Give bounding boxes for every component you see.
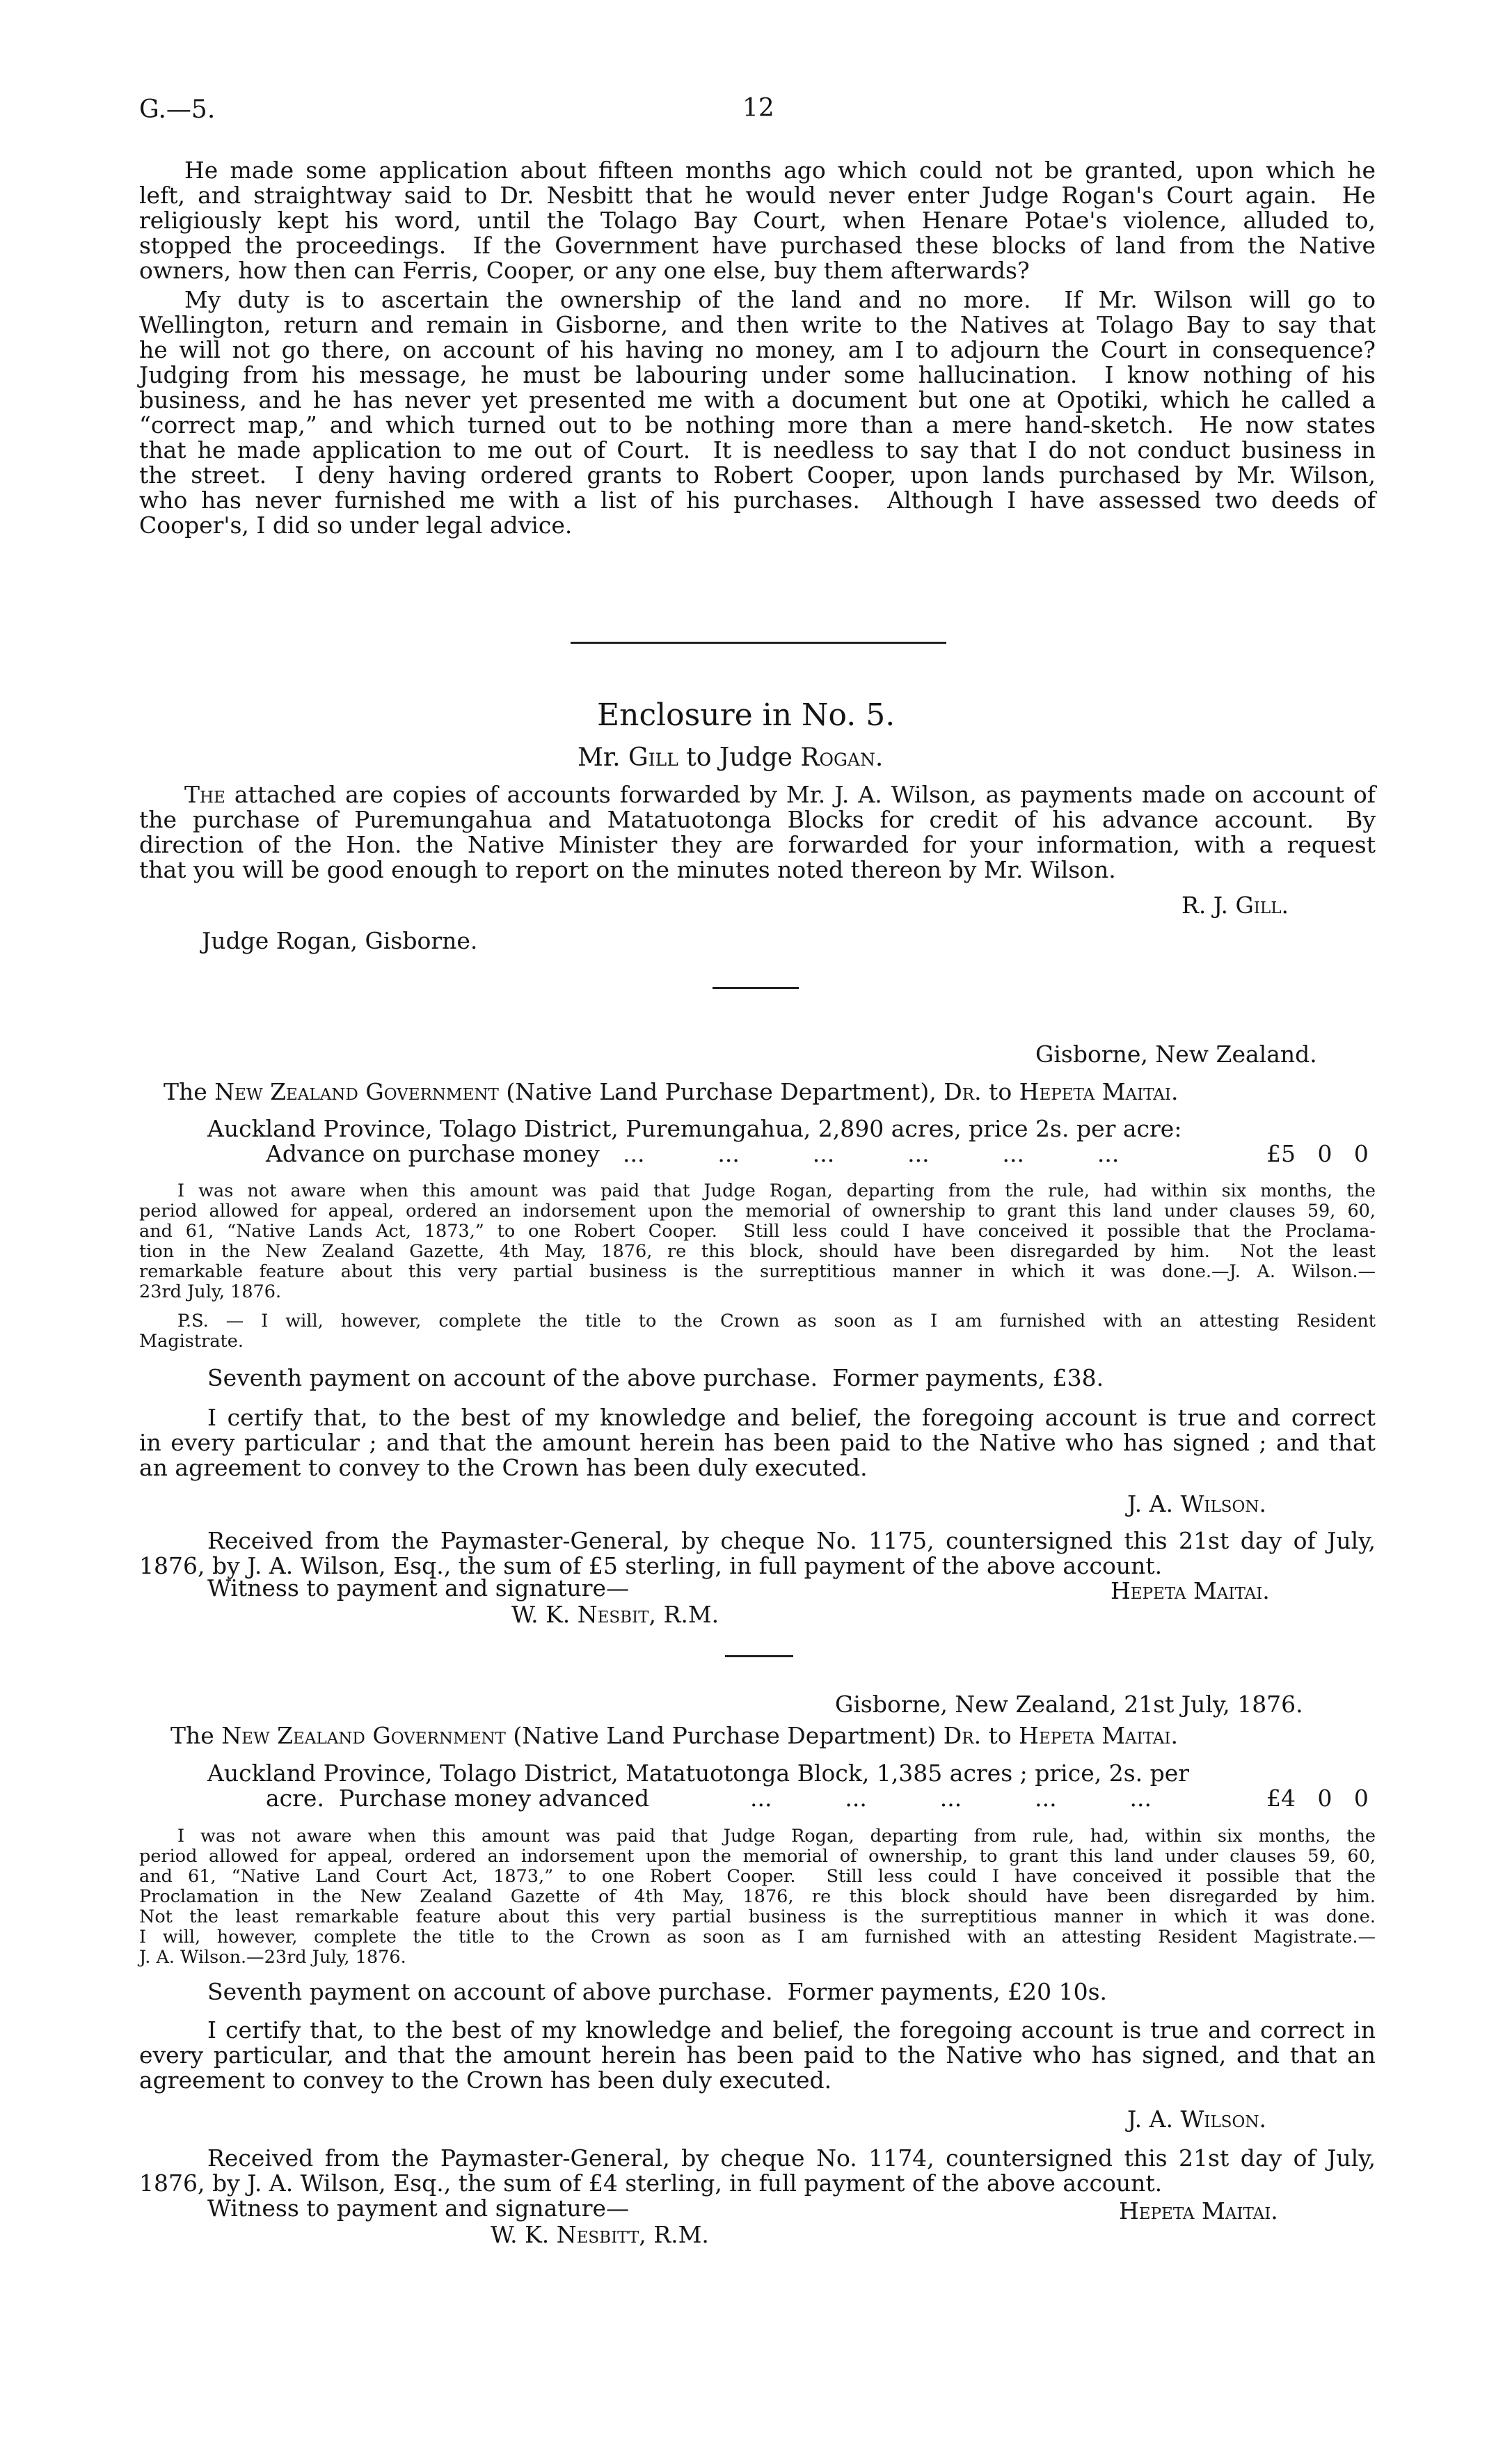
account-2-witness-name: W. K. Nesbitt, R.M.	[491, 2221, 709, 2248]
account-2-amount: £4 0 0	[1266, 1785, 1369, 1812]
text-line: the purchase of Puremungahua and Matatuotonga Blocks for credit of his advance account. By	[139, 806, 1376, 833]
note-line: 23rd July, 1876.	[139, 1281, 282, 1302]
text-line: 1876, by J. A. Wilson, Esq., the sum of £4 sterling, in full payment of the above account.	[139, 2170, 1163, 2197]
account-1-heading: The New Zealand Government (Native Land Purchase Department), Dr. to Hepeta Maitai.	[164, 1078, 1179, 1105]
note-line: and 61, “Native Land Court Act, 1873,” to one Robert Cooper. Still less could I have conceived it possible that the	[139, 1866, 1376, 1887]
text-line: 1876, by J. A. Wilson, Esq., the sum of £5 sterling, in full payment of the above account.	[139, 1552, 1163, 1579]
text-line: in every particular ; and that the amount herein has been paid to the Native who has signed ; and that	[139, 1429, 1376, 1456]
account-1-witness-name: W. K. Nesbit, R.M.	[511, 1601, 719, 1628]
account-1-item: Auckland Province, Tolago District, Puremungahua, 2,890 acres, price 2s. per acre:	[207, 1115, 1182, 1142]
series-label: G.—5.	[139, 95, 216, 124]
text-line: Received from the Paymaster-General, by cheque No. 1174, countersigned this 21st day of July,	[207, 2144, 1376, 2172]
account-1-item-description: Advance on purchase money	[266, 1140, 600, 1167]
text-line: that you will be good enough to report on the minutes noted thereon by Mr. Wilson.	[139, 856, 1116, 883]
text-line: He made some application about fifteen months ago which could not be granted, upon which he	[184, 157, 1376, 184]
note-line: Proclamation in the New Zealand Gazette of 4th May, 1876, re this block should have been disregarded by him.	[139, 1886, 1376, 1907]
enclosure-title: Enclosure in No. 5.	[597, 697, 896, 733]
account-1-amount: £5 0 0	[1266, 1140, 1369, 1167]
text-line: direction of the Hon. the Native Minister they are forwarded for your information, with a request	[139, 831, 1376, 858]
account-2-place: Gisborne, New Zealand, 21st July, 1876.	[835, 1691, 1303, 1718]
account-1-payment-note: Seventh payment on account of the above purchase. Former payments, £38.	[207, 1364, 1104, 1391]
section-divider	[725, 1655, 793, 1657]
text-line: stopped the proceedings. If the Government have purchased these blocks of land from the Native	[139, 232, 1376, 259]
note-line: P.S. — I will, however, complete the title to the Crown as soon as I am furnished with an attesting Resident	[177, 1311, 1376, 1331]
text-line: religiously kept his word, until the Tolago Bay Court, when Henare Potae's violence, alluded to,	[139, 207, 1376, 234]
note-line: I will, however, complete the title to the Crown as soon as I am furnished with an attesting Resident Magistrate.—	[139, 1927, 1376, 1947]
page-number: 12	[742, 94, 774, 122]
note-line: and 61, “Native Lands Act, 1873,” to one Robert Cooper. Still less could I have conceived it possible that the Proclama-	[139, 1221, 1376, 1242]
account-2-item: Auckland Province, Tolago District, Matatuotonga Block, 1,385 acres ; price, 2s. per	[207, 1760, 1190, 1787]
text-line: left, and straightway said to Dr. Nesbitt that he would never enter Judge Rogan's Court again. He	[139, 182, 1376, 209]
text-line: Judging from his message, he must be labouring under some hallucination. I know nothing of his	[139, 361, 1376, 388]
text-line: I certify that, to the best of my knowledge and belief, the foregoing account is true and correct	[207, 1404, 1376, 1431]
text-line: every particular, and that the amount herein has been paid to the Native who has signed, and that an	[139, 2041, 1376, 2069]
note-line: J. A. Wilson.—23rd July, 1876.	[139, 1947, 406, 1968]
note-line: tion in the New Zealand Gazette, 4th May, 1876, re this block, should have been disregarded by him. Not the least	[139, 1241, 1376, 1262]
account-1-witness: Witness to payment and signature—	[207, 1574, 630, 1602]
account-2-payee-signature: Hepeta Maitai.	[1119, 2197, 1278, 2224]
text-line: Cooper's, I did so under legal advice.	[139, 512, 573, 539]
account-2-item-description: acre. Purchase money advanced	[266, 1785, 650, 1812]
account-1-payee-signature: Hepeta Maitai.	[1111, 1577, 1270, 1604]
gill-signature: R. J. Gill.	[1181, 892, 1289, 919]
text-line: he will not go there, on account of his having no money, am I to adjourn the Court in consequence?	[139, 336, 1376, 363]
account-2-witness: Witness to payment and signature—	[207, 2195, 630, 2222]
text-line: an agreement to convey to the Crown has been duly executed.	[139, 1454, 868, 1481]
enclosure-subtitle: Mr. Gill to Judge Rogan.	[578, 743, 884, 772]
text-line: who has never furnished me with a list of his purchases. Although I have assessed two deeds of	[139, 487, 1376, 514]
text-line: agreement to convey to the Crown has been duly executed.	[139, 2066, 832, 2094]
note-line: I was not aware when this amount was paid that Judge Rogan, departing from rule, had, within six months, the	[177, 1826, 1376, 1847]
account-1-certify-signature: J. A. Wilson.	[1127, 1490, 1266, 1517]
text-line: Wellington, return and remain in Gisborne, and then write to the Natives at Tolago Bay to say that	[139, 311, 1376, 338]
text-line: The attached are copies of accounts forwarded by Mr. J. A. Wilson, as payments made on account of	[184, 781, 1376, 808]
text-line: that he made application to me out of Court. It is needless to say that I do not conduct business in	[139, 436, 1376, 464]
account-2-certify-signature: J. A. Wilson.	[1127, 2105, 1266, 2133]
account-2-payment-note: Seventh payment on account of above purchase. Former payments, £20 10s.	[207, 1978, 1108, 2005]
text-line: owners, how then can Ferris, Cooper, or any one else, buy them afterwards?	[139, 257, 1030, 284]
text-line: the street. I deny having ordered grants to Robert Cooper, upon lands purchased by Mr. Wilson,	[139, 461, 1376, 489]
account-2-heading: The New Zealand Government (Native Land Purchase Department) Dr. to Hepeta Maitai.	[170, 1722, 1178, 1749]
note-line: period allowed for appeal, ordered an indorsement upon the memorial of ownership, to grant this land under clauses 59, 60,	[139, 1846, 1376, 1867]
note-line: Magistrate.	[139, 1331, 244, 1352]
addressee: Judge Rogan, Gisborne.	[202, 927, 478, 954]
text-line: My duty is to ascertain the ownership of the land and no more. If Mr. Wilson will go to	[184, 286, 1376, 313]
text-line: Received from the Paymaster-General, by cheque No. 1175, countersigned this 21st day of July,	[207, 1527, 1376, 1554]
note-line: period allowed for appeal, ordered an indorsement upon the memorial of ownership to grant this land under clauses 59, 60,	[139, 1201, 1376, 1222]
account-2-leaders: ... ... ... ... ...	[750, 1785, 1152, 1812]
note-line: Not the least remarkable feature about this very partial business is the surreptitious manner in which it was done.	[139, 1906, 1376, 1927]
account-1-place: Gisborne, New Zealand.	[1035, 1041, 1317, 1068]
section-divider	[571, 642, 946, 644]
note-line: I was not aware when this amount was paid that Judge Rogan, departing from the rule, had within six months, the	[177, 1180, 1376, 1201]
note-line: remarkable feature about this very partial business is the surreptitious manner in which it was done.—J. A. Wilson.—	[139, 1261, 1376, 1282]
text-line: business, and he has never yet presented me with a document but one at Opotiki, which he called a	[139, 386, 1376, 413]
text-line: “correct map,” and which turned out to be nothing more than a mere hand-sketch. He now states	[139, 411, 1376, 438]
section-divider	[713, 987, 799, 989]
account-1-leaders: ... ... ... ... ... ...	[623, 1140, 1120, 1167]
text-line: I certify that, to the best of my knowledge and belief, the foregoing account is true and correct in	[207, 2016, 1376, 2044]
